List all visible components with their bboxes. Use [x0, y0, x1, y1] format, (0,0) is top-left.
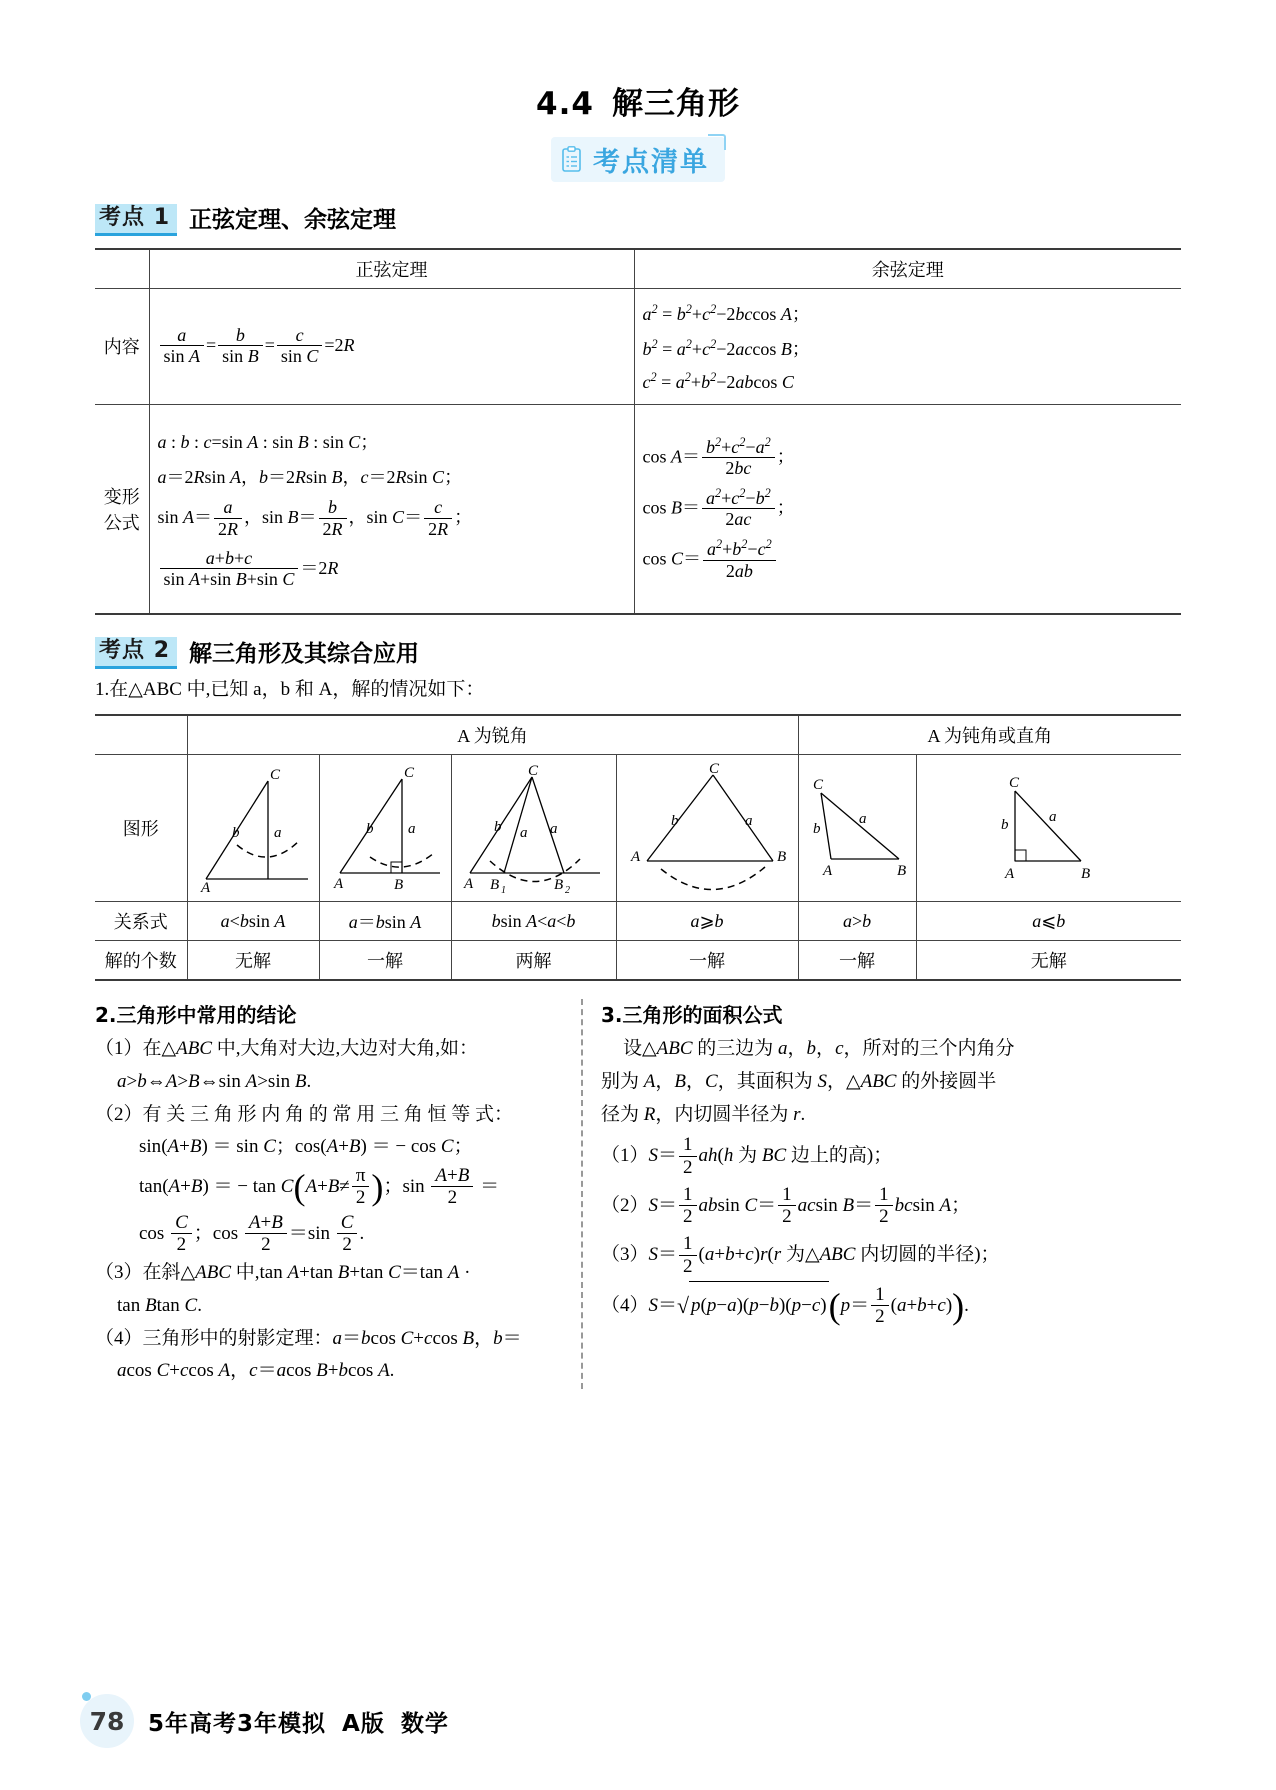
left-item-4: （4）三角形中的射影定理：a＝bcos C+ccos B，b＝ — [95, 1327, 522, 1349]
svg-text:a: a — [519, 825, 527, 842]
figure-cell-3 — [451, 755, 616, 902]
banner-corner-decoration — [708, 134, 726, 150]
left-item-2b: tan(A+B) ＝ − tan C(A+B≠ $\frac{\pi}{2}$ )；sin $\frac{A+B}{2}$ ＝ — [139, 1165, 500, 1209]
left-item-1: （1）在△ABC 中,大角对大边,大边对大角,如： — [95, 1038, 479, 1060]
table-row — [95, 902, 1181, 941]
banner-wrap — [95, 137, 1181, 182]
left-item-2a: sin(A+B) ＝ sin C；cos(A+B) ＝ − cos C； — [139, 1136, 473, 1158]
relation-cell-6: a⩽b — [916, 902, 1181, 941]
section-title-1: 正弦定理、余弦定理 — [189, 207, 396, 234]
clipboard-icon — [561, 146, 583, 173]
table-row — [95, 249, 1181, 289]
svg-text:b: b — [365, 821, 373, 838]
svg-text:A: A — [200, 880, 210, 896]
footer-subject: 数学 — [400, 1710, 449, 1737]
left-column — [95, 999, 567, 1389]
right-intro-3: 径为 R，内切圆半径为 r. — [601, 1103, 806, 1125]
group-header-acute: A 为锐角 — [187, 715, 798, 755]
svg-text:C: C — [812, 777, 823, 794]
left-item-2: （2）有 关 三 角 形 内 角 的 常 用 三 角 恒 等 式： — [95, 1103, 514, 1125]
section-header-2 — [95, 637, 1181, 669]
figure-cell-1 — [187, 755, 319, 902]
laws-table — [95, 248, 1181, 616]
right-intro-1: 设△ABC 的三边为 a，b，c，所对的三个内角分 — [623, 1038, 1015, 1060]
right-item-1: （1）S＝ $\frac{1}{2}$ ah(h 为 BC 边上的高)； — [601, 1134, 893, 1178]
exam-points-banner — [551, 137, 725, 182]
section-header-1 — [95, 204, 1181, 236]
left-item-3b: tan Btan C. — [117, 1294, 202, 1316]
laws-cell-cosine-content — [634, 288, 1181, 404]
solutions-row-label-figure: 图形 — [95, 755, 187, 902]
laws-header-sine: 正弦定理 — [149, 249, 634, 289]
banner-label: 考点清单 — [593, 147, 709, 178]
laws-table-corner-cell — [95, 249, 149, 289]
svg-text:B: B — [776, 849, 786, 866]
sine-transform-line-4: $\frac{a+b+c}{\text{sin A+sin B+sin C}}$ ＝2R — [158, 549, 626, 590]
svg-text:a: a — [744, 813, 752, 830]
svg-text:a: a — [407, 821, 415, 838]
solutions-row-label-count: 解的个数 — [95, 941, 187, 981]
right-item-3: （3）S＝ $\frac{1}{2}$ (a+b+c)r(r 为△ABC 内切圆的半径)； — [601, 1233, 1000, 1277]
count-cell-2: 一解 — [319, 941, 451, 981]
page-number-bubble: 78 — [80, 1694, 134, 1748]
svg-text:2: 2 — [564, 885, 570, 896]
figure-cell-6 — [916, 755, 1181, 902]
svg-text:B: B — [553, 877, 563, 894]
sine-transform-line-2: a＝2Rsin A，b＝2Rsin B，c＝2Rsin C； — [157, 467, 463, 488]
solutions-row-label-relation: 关系式 — [95, 902, 187, 941]
relation-cell-4: a⩾b — [616, 902, 798, 941]
count-cell-5: 一解 — [798, 941, 916, 981]
table-row — [95, 404, 1181, 614]
page-footer — [0, 1694, 1276, 1748]
count-cell-3: 两解 — [451, 941, 616, 981]
laws-cell-sine-transform — [149, 404, 634, 614]
section-badge-1 — [95, 204, 177, 236]
group-header-obtuse: A 为钝角或直角 — [798, 715, 1181, 755]
count-cell-1: 无解 — [187, 941, 319, 981]
svg-text:b: b — [493, 819, 501, 836]
section-badge-1-label: 考点 — [99, 205, 146, 230]
footer-series-title: 5年高考3年模拟 — [148, 1710, 327, 1737]
sine-law-formula: $\frac{a}{\text{sin A}}$ = $\frac{b}{\text{sin B}}$ = $\frac{c}{\text{sin C}}$ =2R — [158, 326, 626, 367]
left-item-4b: acos C+ccos A，c＝acos B+bcos A. — [117, 1360, 395, 1382]
cosine-law-line-2: $b^2 = a^2+c^2-2accos$ B； — [642, 336, 810, 359]
svg-text:a: a — [858, 811, 867, 828]
laws-cell-cosine-transform — [634, 404, 1181, 614]
svg-text:A: A — [630, 849, 640, 866]
relation-cell-1: a<bsin A — [187, 902, 319, 941]
svg-text:A: A — [1004, 866, 1014, 883]
section-badge-1-number: 1 — [153, 205, 170, 230]
figure-cell-5 — [798, 755, 916, 902]
svg-text:C: C — [1008, 775, 1019, 792]
svg-text:b: b — [1000, 817, 1009, 834]
figure-cell-4 — [616, 755, 798, 902]
svg-text:a: a — [273, 825, 281, 842]
cosine-transform-line-3: cos C＝ $\frac{a^2+b^2-c^2}{2ab}$ — [643, 539, 1174, 581]
right-item-4: （4）S＝ √ p(p−a)(p−b)(p−c)(p＝ $\frac{1}{2}$ (a+b+c)). — [601, 1281, 1181, 1330]
svg-text:B: B — [393, 877, 403, 894]
left-item-1b: a>b⇔A>B⇔sin A>sin B. — [117, 1070, 312, 1092]
section-badge-2-label: 考点 — [99, 638, 146, 664]
svg-text:a: a — [549, 821, 557, 838]
svg-text:C: C — [527, 763, 538, 780]
svg-text:C: C — [269, 767, 280, 784]
left-column-heading: 2.三角形中常用的结论 — [95, 1003, 297, 1028]
table-row — [95, 941, 1181, 981]
laws-row-label-transform: 变形 公式 — [95, 404, 149, 614]
laws-row-label-content: 内容 — [95, 288, 149, 404]
svg-text:b: b — [812, 821, 821, 838]
svg-text:B: B — [489, 877, 499, 894]
sine-transform-line-3: sin A＝ $\frac{a}{2R}$ ，sin B＝ $\frac{b}{2R}$ ，sin C＝ $\frac{c}{2R}$ ； — [157, 497, 473, 539]
svg-text:A: A — [463, 876, 473, 893]
cosine-law-line-3: $c^2 = a^2+b^2-2abcos$ C — [642, 369, 794, 392]
section2-intro: 1.在△ABC 中,已知 a，b 和 A，解的情况如下： — [95, 679, 485, 701]
footer-text — [148, 1705, 449, 1738]
page-title — [536, 78, 740, 123]
count-cell-6: 无解 — [916, 941, 1181, 981]
section-badge-2 — [95, 637, 177, 669]
left-item-2c: cos $\frac{C}{2}$ ；cos $\frac{A+B}{2}$ ＝sin $\frac{C}{2}$ . — [139, 1211, 365, 1255]
table-row — [95, 755, 1181, 902]
column-divider — [581, 999, 583, 1389]
relation-cell-2: a＝bsin A — [319, 902, 451, 941]
svg-text:B: B — [1080, 866, 1090, 883]
section-title-2: 解三角形及其综合应用 — [189, 640, 419, 667]
page-title-number: 4.4 — [536, 86, 594, 122]
svg-text:a: a — [1048, 809, 1057, 826]
right-intro-2: 别为 A，B，C，其面积为 S，△ABC 的外接圆半 — [601, 1070, 997, 1092]
cosine-transform-line-2: cos B＝ $\frac{a^2+c^2-b^2}{2ac}$ ； — [642, 486, 795, 530]
right-column-heading: 3.三角形的面积公式 — [601, 1003, 783, 1028]
section-badge-2-number: 2 — [153, 638, 170, 664]
svg-text:B: B — [896, 863, 906, 880]
svg-text:b: b — [670, 813, 678, 830]
cosine-law-line-1: $a^2 = b^2+c^2-2bccos$ A； — [642, 301, 810, 324]
svg-text:b: b — [231, 825, 239, 842]
table-row — [95, 288, 1181, 404]
cosine-transform-line-1: cos A＝ $\frac{b^2+c^2-a^2}{2bc}$ ； — [642, 434, 795, 478]
page-title-row — [95, 0, 1181, 123]
page-title-text: 解三角形 — [611, 86, 740, 122]
laws-cell-sine-content — [149, 288, 634, 404]
svg-text:C: C — [708, 761, 719, 778]
relation-cell-5: a>b — [798, 902, 916, 941]
svg-text:1: 1 — [500, 885, 506, 896]
right-item-2: （2）S＝ $\frac{1}{2}$ absin C＝ $\frac{1}{2}$ acsin B＝ $\frac{1}{2}$ bcsin A； — [601, 1183, 971, 1228]
left-item-3: （3）在斜△ABC 中,tan A+tan B+tan C＝tan A · — [95, 1262, 471, 1284]
bottom-two-columns — [95, 999, 1181, 1389]
footer-edition: A版 — [342, 1710, 385, 1737]
count-cell-4: 一解 — [616, 941, 798, 981]
figure-cell-2 — [319, 755, 451, 902]
sine-transform-line-1: a : b : c=sin A : sin B : sin C； — [157, 432, 379, 453]
right-column — [597, 999, 1181, 1389]
svg-text:A: A — [333, 876, 343, 893]
table-row — [95, 715, 1181, 755]
solutions-corner-cell — [95, 715, 187, 755]
svg-text:A: A — [822, 863, 832, 880]
relation-cell-3: bsin A<a<b — [451, 902, 616, 941]
svg-text:C: C — [403, 765, 414, 782]
laws-header-cosine: 余弦定理 — [634, 249, 1181, 289]
solutions-table — [95, 714, 1181, 981]
